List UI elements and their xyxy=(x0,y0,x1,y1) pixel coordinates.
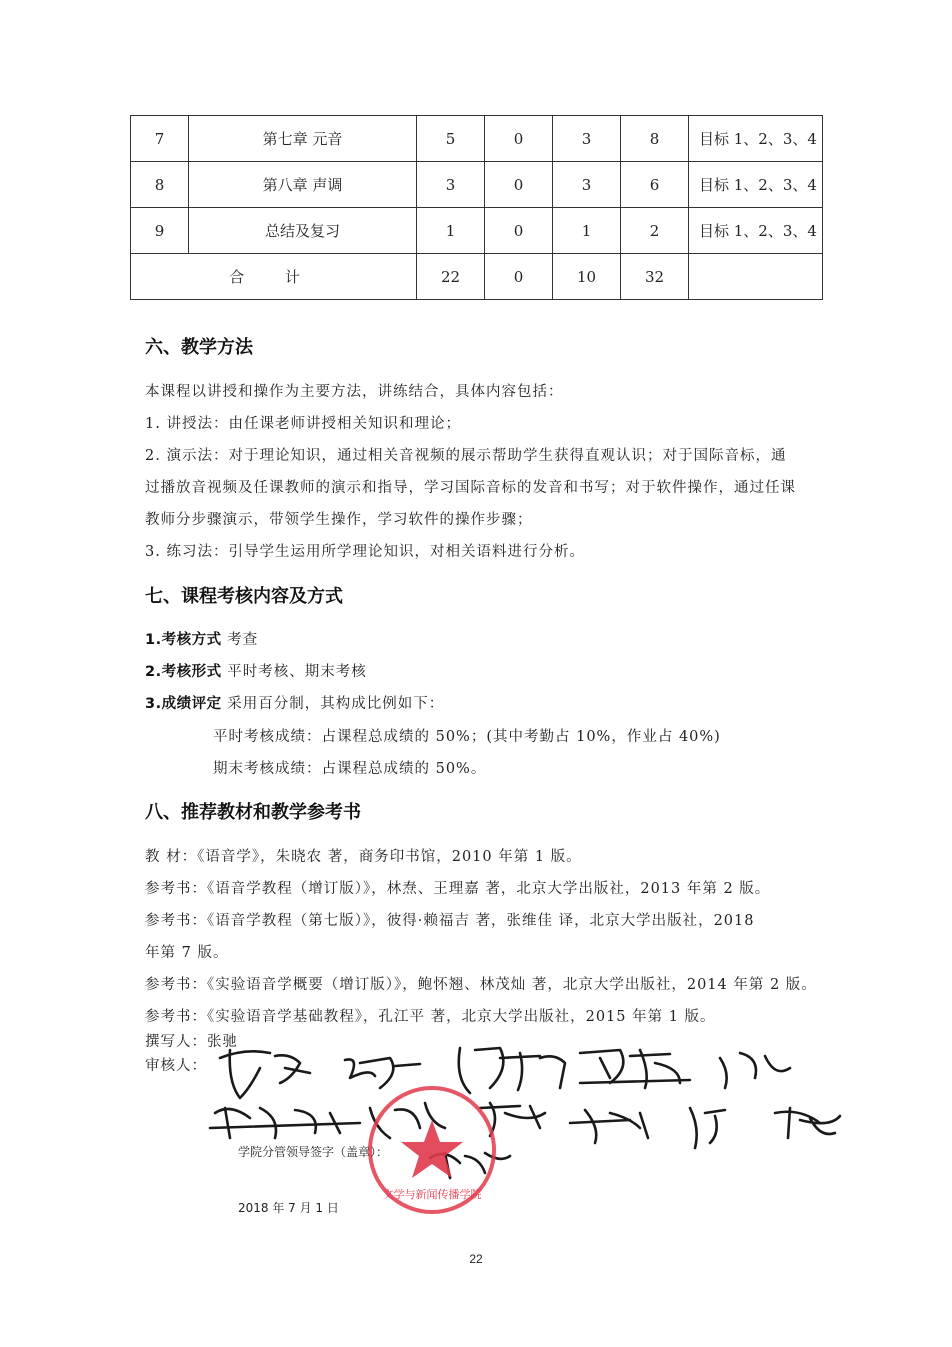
row-number-cell: 8 xyxy=(131,162,189,208)
total-target-cell xyxy=(689,254,823,300)
practice-hours-cell: 1 xyxy=(553,208,621,254)
assessment-method-label: 1.考核方式 xyxy=(145,632,222,648)
lecture-hours-cell: 5 xyxy=(417,116,485,162)
other-hours-cell: 0 xyxy=(485,116,553,162)
table-row xyxy=(131,162,823,208)
section-6-item-2-line-3: 教师分步骤演示，带领学生操作，学习软件的操作步骤； xyxy=(145,512,533,528)
handwritten-signatures xyxy=(200,1028,860,1218)
section-7-heading: 七、课程考核内容及方式 xyxy=(145,586,343,607)
reviewer-label: 审核人： xyxy=(145,1058,207,1074)
practice-hours-cell: 3 xyxy=(553,116,621,162)
signatures-area xyxy=(200,1028,860,1218)
total-hours-cell: 6 xyxy=(621,162,689,208)
section-6-item-3: 3. 练习法：引导学生运用所学理论知识，对相关语料进行分析。 xyxy=(145,544,585,560)
target-cell: 目标 1、2、3、4 xyxy=(689,116,823,162)
section-6-item-2-line-2: 过播放音视频及任课教师的演示和指导，学习国际音标的发音和书写；对于软件操作，通过任课 xyxy=(145,480,796,496)
reference-book-1: 参考书：《语音学教程（增订版）》，林焘、王理嘉 著，北京大学出版社，2013 年第 2 版。 xyxy=(145,881,771,897)
page-number: 22 xyxy=(469,1252,483,1266)
table-row xyxy=(131,116,823,162)
total-hours-cell: 2 xyxy=(621,208,689,254)
lecture-hours-cell: 1 xyxy=(417,208,485,254)
other-hours-cell: 0 xyxy=(485,208,553,254)
grade-evaluation-value: 采用百分制，其构成比例如下： xyxy=(227,696,445,712)
reference-book-3: 参考书：《实验语音学概要（增订版）》，鲍怀翘、林茂灿 著，北京大学出版社，2014 年第 2 版。 xyxy=(145,977,817,993)
class-hours-table xyxy=(130,115,823,300)
practice-hours-cell: 3 xyxy=(553,162,621,208)
chapter-cell: 第八章 声调 xyxy=(189,162,417,208)
table-row xyxy=(131,208,823,254)
grade-regular-line: 平时考核成绩：占课程总成绩的 50%；(其中考勤占 10%，作业占 40%) xyxy=(213,729,721,745)
reference-book-2-line-2: 年第 7 版。 xyxy=(145,945,229,961)
section-6-item-1: 1. 讲授法：由任课老师讲授相关知识和理论； xyxy=(145,416,461,432)
grade-evaluation xyxy=(145,692,444,713)
total-practice-cell: 10 xyxy=(553,254,621,300)
section-6-intro: 本课程以讲授和操作为主要方法，讲练结合，具体内容包括： xyxy=(145,384,564,400)
table-total-row xyxy=(131,254,823,300)
row-number-cell: 7 xyxy=(131,116,189,162)
section-8-heading: 八、推荐教材和教学参考书 xyxy=(145,802,361,823)
assessment-form-label: 2.考核形式 xyxy=(145,664,222,680)
section-6-item-2-line-1: 2. 演示法：对于理论知识，通过相关音视频的展示帮助学生获得直观认识；对于国际音标，通 xyxy=(145,448,787,464)
target-cell: 目标 1、2、3、4 xyxy=(689,208,823,254)
author-line: 撰写人：张驰 xyxy=(145,1034,238,1050)
target-cell: 目标 1、2、3、4 xyxy=(689,162,823,208)
lecture-hours-cell: 3 xyxy=(417,162,485,208)
assessment-form-value: 平时考核、期末考核 xyxy=(227,664,367,680)
row-number-cell: 9 xyxy=(131,208,189,254)
other-hours-cell: 0 xyxy=(485,162,553,208)
total-hours-cell: 8 xyxy=(621,116,689,162)
total-label-cell: 合 计 xyxy=(131,254,417,300)
assessment-form xyxy=(145,660,367,681)
assessment-method xyxy=(145,628,258,649)
section-6-heading: 六、教学方法 xyxy=(145,337,253,358)
signature-date: 2018 年 7 月 1 日 xyxy=(238,1201,339,1215)
chapter-cell: 第七章 元音 xyxy=(189,116,417,162)
total-other-cell: 0 xyxy=(485,254,553,300)
reference-book-4: 参考书：《实验语音学基础教程》，孔江平 著，北京大学出版社，2015 年第 1 版。 xyxy=(145,1009,716,1025)
total-total-cell: 32 xyxy=(621,254,689,300)
chapter-cell: 总结及复习 xyxy=(189,208,417,254)
reference-book-2-line-1: 参考书：《语音学教程（第七版）》，彼得·赖福吉 著，张维佳 译，北京大学出版社，2018 xyxy=(145,913,755,929)
total-lecture-cell: 22 xyxy=(417,254,485,300)
seal-text: 文学与新闻传播学院 xyxy=(382,1188,482,1201)
assessment-method-value: 考查 xyxy=(227,632,259,648)
leader-signature-label: 学院分管领导签字（盖章）： xyxy=(238,1145,389,1159)
grade-evaluation-label: 3.成绩评定 xyxy=(145,696,222,712)
textbook-entry: 教 材：《语音学》，朱晓农 著，商务印书馆，2010 年第 1 版。 xyxy=(145,849,582,865)
grade-final-line: 期末考核成绩：占课程总成绩的 50%。 xyxy=(213,761,487,777)
